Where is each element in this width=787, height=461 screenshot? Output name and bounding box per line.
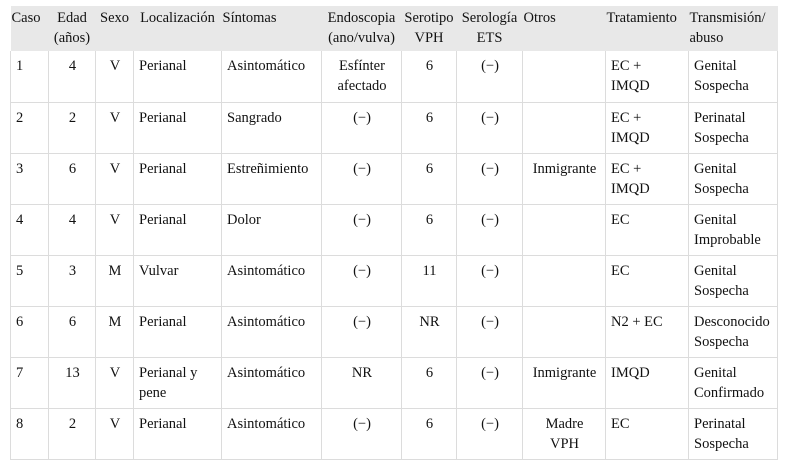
cell-sintomas-line: Sangrado — [227, 109, 282, 126]
cell-sintomas-line: Asintomático — [227, 58, 306, 74]
cell-localizacion-line: Perianal y — [139, 364, 198, 381]
cell-localizacion-line: Perianal — [139, 58, 187, 74]
cell-otros — [523, 357, 606, 408]
cell-localizacion-line: Perianal — [139, 160, 187, 177]
cell-serotipo — [402, 153, 457, 204]
cell-transmision-line: Sospecha — [694, 333, 749, 350]
cell-transmision — [689, 153, 778, 204]
cell-edad-line: 3 — [68, 262, 77, 279]
header-otros-line: Otros — [523, 10, 556, 26]
cell-caso — [11, 153, 49, 204]
cell-sexo-line: M — [108, 262, 122, 279]
cell-sexo — [96, 306, 134, 357]
cell-transmision-line: Perinatal — [694, 415, 746, 432]
cell-endoscopia — [322, 204, 402, 255]
cell-endoscopia — [322, 306, 402, 357]
cell-sexo — [96, 204, 134, 255]
cell-sintomas — [222, 357, 322, 408]
cell-serologia — [457, 306, 523, 357]
cell-serotipo-line: 6 — [425, 58, 434, 74]
cell-edad-line: 6 — [68, 160, 77, 177]
header-transmision-line: abuso — [689, 30, 724, 46]
cell-caso-line: 5 — [16, 262, 24, 279]
cell-localizacion-line: Perianal — [139, 109, 187, 126]
cell-endoscopia — [322, 102, 402, 153]
cell-sintomas — [222, 255, 322, 306]
cell-endoscopia — [322, 153, 402, 204]
table-row — [11, 153, 778, 204]
cell-sintomas-line: Asintomático — [227, 313, 306, 330]
cell-endoscopia-line: (−) — [353, 313, 371, 330]
cell-transmision — [689, 306, 778, 357]
cell-edad — [49, 51, 96, 102]
header-edad-line: (años) — [53, 30, 91, 46]
cell-edad-line: 4 — [68, 211, 77, 228]
cell-sintomas — [222, 306, 322, 357]
cell-sexo-line: V — [109, 58, 121, 74]
cell-sexo — [96, 255, 134, 306]
cell-serologia-line: (−) — [481, 313, 499, 330]
cell-sexo — [96, 102, 134, 153]
header-sintomas — [222, 6, 322, 51]
header-tratamiento-line: Tratamiento — [606, 10, 677, 26]
header-serologia-line: ETS — [476, 30, 503, 46]
cell-caso — [11, 408, 49, 459]
header-transmision-line: Transmisión/ — [689, 10, 766, 26]
cell-serotipo-line: 6 — [425, 364, 434, 381]
cell-serotipo — [402, 204, 457, 255]
cell-tratamiento — [606, 408, 689, 459]
cell-endoscopia — [322, 357, 402, 408]
table-row — [11, 204, 778, 255]
cell-endoscopia — [322, 255, 402, 306]
cell-serotipo — [402, 255, 457, 306]
cell-serologia-line: (−) — [481, 160, 499, 177]
cell-otros — [523, 255, 606, 306]
table-row — [11, 102, 778, 153]
table-row — [11, 51, 778, 102]
cell-sexo-line: V — [109, 109, 121, 126]
cell-endoscopia-line: (−) — [353, 415, 371, 432]
cell-edad — [49, 153, 96, 204]
cell-localizacion-line: Perianal — [139, 415, 187, 432]
cell-localizacion — [134, 204, 222, 255]
cell-serologia-line: (−) — [481, 211, 499, 228]
header-sexo — [96, 6, 134, 51]
cell-sintomas — [222, 51, 322, 102]
cell-serologia — [457, 51, 523, 102]
header-edad — [49, 6, 96, 51]
cell-sexo — [96, 51, 134, 102]
cell-transmision-line: Sospecha — [694, 180, 749, 197]
cell-transmision-line: Confirmado — [694, 384, 765, 401]
table-row — [11, 357, 778, 408]
cell-transmision-line: Perinatal — [694, 109, 746, 126]
cell-transmision-line: Genital — [694, 262, 737, 279]
cell-transmision — [689, 255, 778, 306]
cell-localizacion-line: Perianal — [139, 211, 187, 228]
cell-serologia-line: (−) — [481, 364, 499, 381]
cell-serologia-line: (−) — [481, 415, 499, 432]
cell-transmision-line: Genital — [694, 211, 737, 228]
cell-serologia — [457, 102, 523, 153]
cell-localizacion — [134, 357, 222, 408]
cell-edad-line: 2 — [68, 415, 77, 432]
cell-serotipo-line: 6 — [425, 211, 434, 228]
cell-caso-line: 2 — [16, 109, 24, 126]
cell-caso-line: 3 — [16, 160, 24, 177]
cell-otros — [523, 204, 606, 255]
cell-sintomas-line: Estreñimiento — [227, 160, 309, 177]
cell-serotipo — [402, 51, 457, 102]
header-endoscopia — [322, 6, 402, 51]
cell-transmision-line: Improbable — [694, 231, 761, 248]
cell-endoscopia-line: NR — [351, 364, 373, 381]
cell-tratamiento-line: IMQD — [611, 180, 650, 197]
cell-transmision-line: Sospecha — [694, 435, 749, 452]
cell-localizacion — [134, 306, 222, 357]
cell-otros-line: VPH — [549, 435, 579, 452]
cell-transmision-line: Sospecha — [694, 282, 749, 299]
cell-sintomas — [222, 204, 322, 255]
cell-serotipo — [402, 102, 457, 153]
cell-localizacion — [134, 102, 222, 153]
cell-caso — [11, 306, 49, 357]
cell-serologia — [457, 153, 523, 204]
cell-otros-line: Madre — [545, 415, 584, 432]
cell-sintomas-line: Dolor — [227, 211, 261, 228]
cell-caso-line: 1 — [16, 58, 24, 74]
cell-tratamiento-line: N2 + EC — [611, 313, 663, 330]
cell-transmision-line: Genital — [694, 364, 737, 381]
cell-sexo-line: M — [108, 313, 122, 330]
cell-transmision-line: Sospecha — [694, 78, 749, 94]
cell-tratamiento-line: IMQD — [611, 129, 650, 146]
cell-sintomas — [222, 153, 322, 204]
table-row — [11, 408, 778, 459]
header-row — [11, 6, 778, 51]
cell-edad-line: 6 — [68, 313, 77, 330]
cell-sexo-line: V — [109, 364, 121, 381]
cell-edad-line: 2 — [68, 109, 77, 126]
cell-serotipo-line: 6 — [425, 415, 434, 432]
cell-edad — [49, 408, 96, 459]
cases-table — [10, 6, 778, 460]
cell-serologia — [457, 204, 523, 255]
cell-tratamiento — [606, 102, 689, 153]
cell-tratamiento-line: IMQD — [611, 78, 650, 94]
cell-serotipo-line: 11 — [422, 262, 437, 279]
header-caso-line: Caso — [11, 10, 41, 26]
cell-serologia-line: (−) — [481, 109, 499, 126]
cell-sexo-line: V — [109, 211, 121, 228]
table-row — [11, 255, 778, 306]
header-endoscopia-line: (ano/vulva) — [328, 30, 395, 46]
header-serotipo-line: VPH — [414, 30, 444, 46]
header-localizacion-line: Localización — [140, 10, 215, 26]
cell-serotipo-line: 6 — [425, 109, 434, 126]
cell-localizacion-line: Perianal — [139, 313, 187, 330]
header-serologia-line: Serología — [461, 10, 518, 26]
cell-tratamiento — [606, 255, 689, 306]
cell-tratamiento — [606, 51, 689, 102]
cell-sintomas-line: Asintomático — [227, 364, 306, 381]
cell-edad-line: 4 — [68, 58, 77, 74]
cell-caso — [11, 102, 49, 153]
cell-serologia — [457, 255, 523, 306]
cell-caso — [11, 255, 49, 306]
cell-transmision — [689, 204, 778, 255]
cell-otros — [523, 306, 606, 357]
cell-caso-line: 7 — [16, 364, 24, 381]
header-caso — [11, 6, 49, 51]
cell-edad — [49, 306, 96, 357]
header-serotipo-line: Serotipo — [404, 10, 454, 26]
cell-transmision-line: Sospecha — [694, 129, 749, 146]
cell-edad — [49, 204, 96, 255]
cell-transmision-line: Genital — [694, 58, 737, 74]
cell-endoscopia-line: (−) — [353, 211, 371, 228]
cell-serologia — [457, 408, 523, 459]
header-otros — [523, 6, 606, 51]
header-sintomas-line: Síntomas — [222, 10, 277, 26]
cell-transmision-line: Genital — [694, 160, 737, 177]
cell-otros — [523, 408, 606, 459]
cell-localizacion-line: Vulvar — [139, 262, 179, 279]
cell-transmision — [689, 408, 778, 459]
header-transmision — [689, 6, 778, 51]
cell-serotipo — [402, 357, 457, 408]
cell-sexo — [96, 153, 134, 204]
cell-serotipo — [402, 408, 457, 459]
cell-caso-line: 6 — [16, 313, 24, 330]
cell-localizacion — [134, 408, 222, 459]
cell-serologia-line: (−) — [481, 262, 499, 279]
cell-caso — [11, 357, 49, 408]
cell-otros-line: Inmigrante — [532, 364, 597, 381]
cell-tratamiento-line: EC + — [611, 160, 642, 177]
cell-tratamiento-line: EC — [611, 211, 630, 228]
table-row — [11, 306, 778, 357]
cell-serologia-line: (−) — [481, 58, 499, 74]
cell-serotipo-line: NR — [419, 313, 440, 330]
cell-transmision — [689, 51, 778, 102]
cell-sexo — [96, 408, 134, 459]
cell-tratamiento — [606, 204, 689, 255]
cell-tratamiento-line: EC + — [611, 58, 642, 74]
cell-sexo — [96, 357, 134, 408]
cell-otros — [523, 153, 606, 204]
cell-tratamiento-line: EC — [611, 262, 630, 279]
cell-serotipo — [402, 306, 457, 357]
table-header — [11, 6, 778, 51]
cell-caso-line: 8 — [16, 415, 24, 432]
cell-localizacion — [134, 51, 222, 102]
cell-sexo-line: V — [109, 160, 121, 177]
cell-tratamiento-line: EC + — [611, 109, 642, 126]
cell-transmision — [689, 357, 778, 408]
cell-endoscopia-line: (−) — [353, 160, 371, 177]
cell-tratamiento-line: EC — [611, 415, 630, 432]
cell-endoscopia-line: afectado — [337, 78, 387, 94]
cell-edad — [49, 102, 96, 153]
header-serologia — [457, 6, 523, 51]
header-tratamiento — [606, 6, 689, 51]
cell-endoscopia — [322, 51, 402, 102]
table-body — [11, 51, 778, 459]
cell-edad — [49, 357, 96, 408]
cell-caso — [11, 204, 49, 255]
cell-serologia — [457, 357, 523, 408]
cell-edad — [49, 255, 96, 306]
header-edad-line: Edad — [57, 10, 87, 26]
cell-endoscopia-line: (−) — [353, 262, 371, 279]
cell-otros — [523, 51, 606, 102]
cell-endoscopia-line: Esfínter — [339, 58, 385, 74]
cell-sintomas — [222, 102, 322, 153]
header-serotipo — [402, 6, 457, 51]
cell-endoscopia-line: (−) — [353, 109, 371, 126]
cell-otros — [523, 102, 606, 153]
cell-localizacion — [134, 153, 222, 204]
cell-caso — [11, 51, 49, 102]
cell-endoscopia — [322, 408, 402, 459]
cell-tratamiento — [606, 357, 689, 408]
header-endoscopia-line: Endoscopia — [327, 10, 396, 26]
cell-otros-line: Inmigrante — [532, 160, 597, 177]
header-sexo-line: Sexo — [100, 10, 129, 26]
cell-sintomas-line: Asintomático — [227, 262, 306, 279]
cell-edad-line: 13 — [65, 364, 80, 381]
header-localizacion — [134, 6, 222, 51]
cell-sexo-line: V — [109, 415, 121, 432]
cell-sintomas — [222, 408, 322, 459]
cell-localizacion — [134, 255, 222, 306]
cell-tratamiento-line: IMQD — [611, 364, 650, 381]
cell-transmision — [689, 102, 778, 153]
cell-sintomas-line: Asintomático — [227, 415, 306, 432]
cell-transmision-line: Desconocido — [694, 313, 770, 330]
cell-caso-line: 4 — [16, 211, 24, 228]
cell-localizacion-line: pene — [139, 384, 167, 401]
cell-serotipo-line: 6 — [425, 160, 434, 177]
cell-tratamiento — [606, 153, 689, 204]
cell-tratamiento — [606, 306, 689, 357]
